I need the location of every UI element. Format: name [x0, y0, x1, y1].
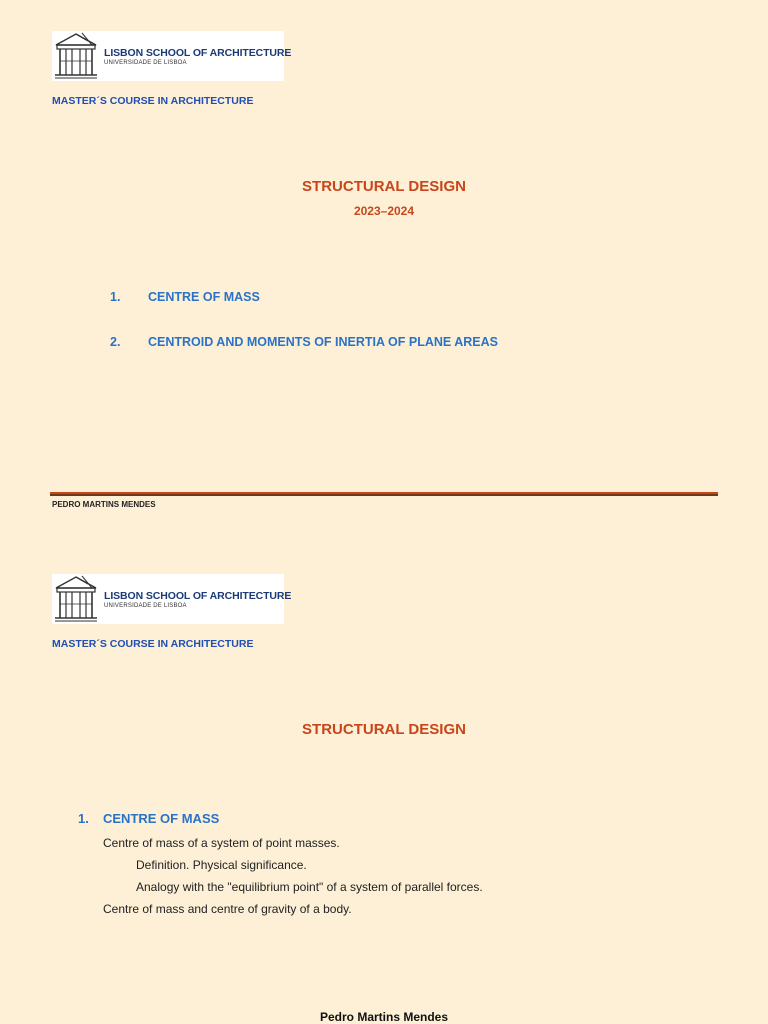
- document-title: STRUCTURAL DESIGN: [302, 721, 466, 738]
- toc-item-1: [110, 290, 260, 304]
- course-name: MASTER´S COURSE IN ARCHITECTURE: [52, 638, 254, 650]
- footer-author: PEDRO MARTINS MENDES: [52, 500, 156, 509]
- course-name: MASTER´S COURSE IN ARCHITECTURE: [52, 95, 254, 107]
- academic-year: 2023–2024: [353, 204, 415, 218]
- school-logo: [52, 574, 292, 624]
- toc-item-label: CENTRE OF MASS: [148, 290, 260, 304]
- content-line: Centre of mass of a system of point masses.: [103, 836, 340, 850]
- section-title: CENTRE OF MASS: [103, 811, 220, 826]
- author-name: Pedro Martins Mendes: [319, 1010, 449, 1024]
- school-name: LISBON SCHOOL OF ARCHITECTURE: [104, 589, 292, 602]
- content-line: Centre of mass and centre of gravity of a body.: [103, 902, 352, 916]
- school-logo: [52, 31, 292, 81]
- school-building-logo-icon: [52, 31, 100, 81]
- slide-2: [0, 540, 768, 1024]
- content-line: Analogy with the "equilibrium point" of a system of parallel forces.: [136, 880, 483, 894]
- school-name: LISBON SCHOOL OF ARCHITECTURE: [104, 46, 292, 59]
- toc-item-number: 1.: [110, 290, 121, 304]
- university-name: UNIVERSIDADE DE LISBOA: [104, 602, 187, 609]
- document-title: STRUCTURAL DESIGN: [302, 178, 466, 195]
- toc-item-label: CENTROID AND MOMENTS OF INERTIA OF PLANE AREAS: [148, 335, 498, 349]
- section-number: 1.: [78, 811, 89, 826]
- footer-divider: [50, 492, 718, 496]
- toc-item-2: [110, 335, 498, 349]
- university-name: UNIVERSIDADE DE LISBOA: [104, 59, 187, 66]
- content-line: Definition. Physical significance.: [136, 858, 307, 872]
- section-heading: [78, 811, 219, 826]
- toc-item-number: 2.: [110, 335, 121, 349]
- school-building-logo-icon: [52, 574, 100, 624]
